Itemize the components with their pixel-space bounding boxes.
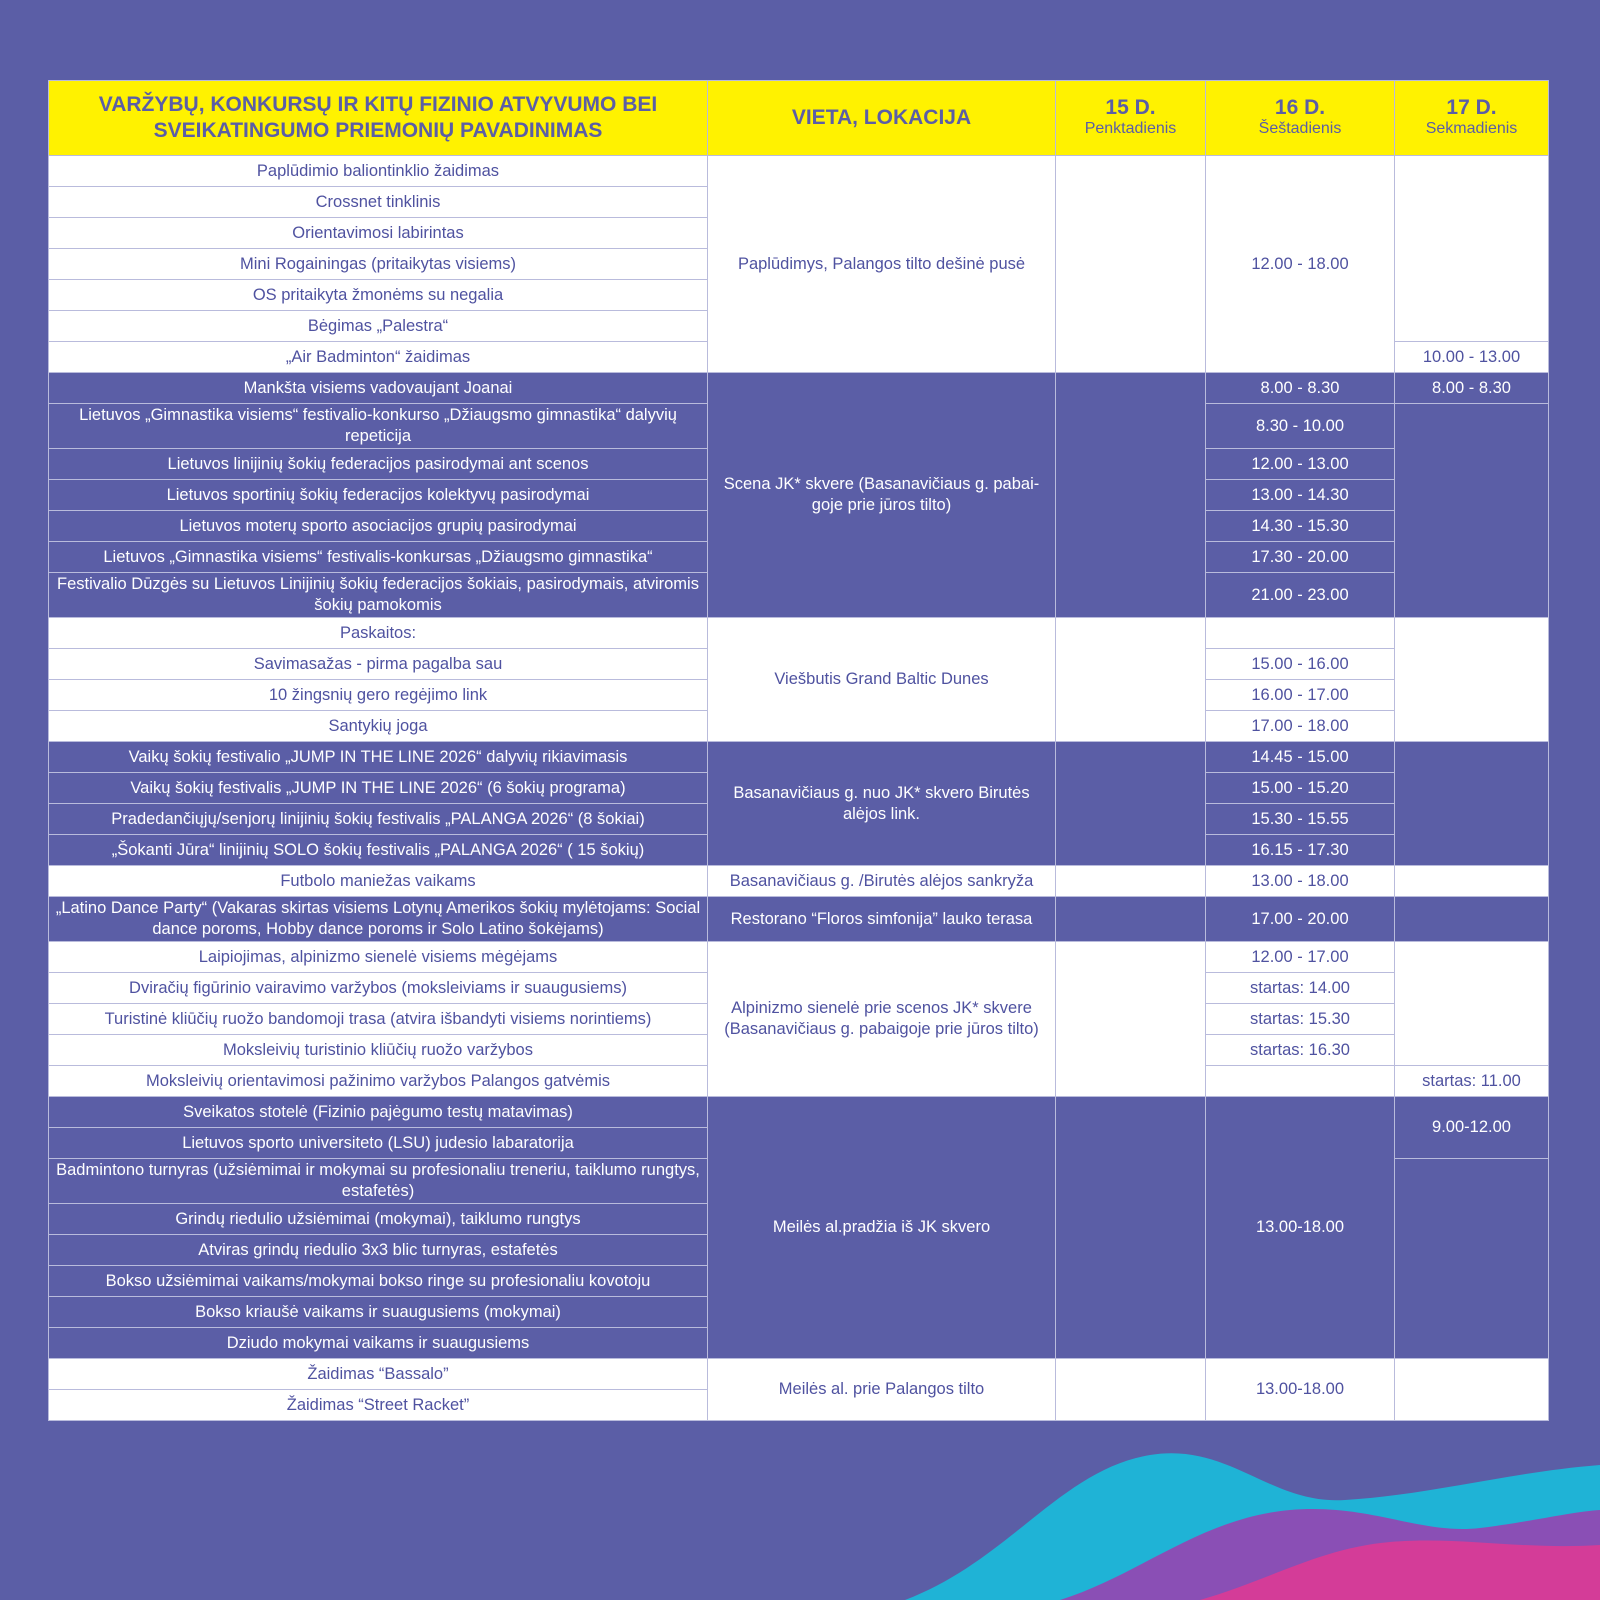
event-name: Festivalio Dūzgės su Lietuvos Linijinių šokių federacijos šokiais, pasirodymais, atviromis šokių pamokomis <box>49 573 708 618</box>
event-name: Moksleivių orientavimosi pažinimo varžybos Palangos gatvėmis <box>49 1066 708 1097</box>
event-name: Mini Rogainingas (pritaikytas visiems) <box>49 249 708 280</box>
friday-time <box>1056 742 1206 866</box>
saturday-time <box>1206 618 1395 649</box>
table-row <box>49 618 1549 649</box>
sunday-time <box>1395 156 1549 342</box>
event-name: Lietuvos linijinių šokių federacijos pasirodymai ant scenos <box>49 449 708 480</box>
sunday-time: 8.00 - 8.30 <box>1395 373 1549 404</box>
event-location: Paplūdimys, Palangos tilto dešinė pusė <box>708 156 1056 373</box>
saturday-time: 16.15 - 17.30 <box>1206 835 1395 866</box>
event-name: Orientavimosi labirintas <box>49 218 708 249</box>
event-name: Savimasažas - pirma pagalba sau <box>49 649 708 680</box>
event-name: Pradedančiųjų/senjorų linijinių šokių festivalis „PALANGA 2026“ (8 šokiai) <box>49 804 708 835</box>
saturday-time: 14.30 - 15.30 <box>1206 511 1395 542</box>
event-name: Vaikų šokių festivalis „JUMP IN THE LINE 2026“ (6 šokių programa) <box>49 773 708 804</box>
saturday-time: 21.00 - 23.00 <box>1206 573 1395 618</box>
header-event-name: VARŽYBŲ, KONKURSŲ IR KITŲ FIZINIO ATVYVUMO BEI SVEIKATINGUMO PRIEMONIŲ PAVADINIMAS <box>49 81 708 156</box>
event-location: Basanavičiaus g. nuo JK* skvero Birutės alėjos link. <box>708 742 1056 866</box>
friday-time <box>1056 618 1206 742</box>
saturday-time: 15.30 - 15.55 <box>1206 804 1395 835</box>
day-15-weekday: Penktadienis <box>1084 120 1177 137</box>
event-name: Bokso užsiėmimai vaikams/mokymai bokso ringe su profesionaliu kovotoju <box>49 1266 708 1297</box>
friday-time <box>1056 1097 1206 1359</box>
sunday-time <box>1395 618 1549 742</box>
saturday-time: 8.00 - 8.30 <box>1206 373 1395 404</box>
event-name: Žaidimas “Bassalo” <box>49 1359 708 1390</box>
sunday-time <box>1395 404 1549 618</box>
saturday-time: 12.00 - 17.00 <box>1206 942 1395 973</box>
group-hotel <box>49 618 1549 742</box>
header-row <box>49 81 1549 156</box>
saturday-time: 15.00 - 16.00 <box>1206 649 1395 680</box>
saturday-time: 8.30 - 10.00 <box>1206 404 1395 449</box>
header-location: VIETA, LOKACIJA <box>708 81 1056 156</box>
event-name: Turistinė kliūčių ruožo bandomoji trasa (atvira išbandyti visiems norintiems) <box>49 1004 708 1035</box>
group-meiles-aleja <box>49 1097 1549 1359</box>
event-name: OS pritaikyta žmonėms su negalia <box>49 280 708 311</box>
schedule-table <box>48 80 1549 1421</box>
header-day-16 <box>1206 81 1395 156</box>
saturday-time: 13.00-18.00 <box>1206 1097 1395 1359</box>
table-row <box>49 1097 1549 1128</box>
table-row <box>49 156 1549 187</box>
sunday-time: 9.00-12.00 <box>1395 1097 1549 1159</box>
saturday-time: 13.00 - 14.30 <box>1206 480 1395 511</box>
event-name: Sveikatos stotelė (Fizinio pajėgumo testų matavimas) <box>49 1097 708 1128</box>
saturday-time <box>1206 1066 1395 1097</box>
friday-time <box>1056 1359 1206 1421</box>
saturday-time: 12.00 - 13.00 <box>1206 449 1395 480</box>
header-day-17 <box>1395 81 1549 156</box>
event-name: Lietuvos sporto universiteto (LSU) judesio labaratorija <box>49 1128 708 1159</box>
day-16-date: 16 D. <box>1274 96 1326 119</box>
group-street-dance <box>49 742 1549 866</box>
group-football <box>49 866 1549 897</box>
event-location: Alpinizmo sienelė prie scenos JK* skvere (Basanavičiaus g. pabaigoje prie jūros tilto) <box>708 942 1056 1097</box>
friday-time <box>1056 156 1206 373</box>
sunday-time <box>1395 866 1549 897</box>
sunday-time <box>1395 897 1549 942</box>
saturday-time: 15.00 - 15.20 <box>1206 773 1395 804</box>
event-name: Moksleivių turistinio kliūčių ruožo varžybos <box>49 1035 708 1066</box>
saturday-time: 17.30 - 20.00 <box>1206 542 1395 573</box>
saturday-time: 13.00 - 18.00 <box>1206 866 1395 897</box>
group-stage <box>49 373 1549 618</box>
sunday-time: startas: 11.00 <box>1395 1066 1549 1097</box>
header-day-15 <box>1056 81 1206 156</box>
day-16-weekday: Šeštadienis <box>1258 120 1342 137</box>
event-name: Bokso kriaušė vaikams ir suaugusiems (mokymai) <box>49 1297 708 1328</box>
event-location: Scena JK* skvere (Basanavičiaus g. pabai-goje prie jūros tilto) <box>708 373 1056 618</box>
sunday-time <box>1395 942 1549 1066</box>
event-name: Grindų riedulio užsiėmimai (mokymai), taiklumo rungtys <box>49 1204 708 1235</box>
saturday-time: 17.00 - 20.00 <box>1206 897 1395 942</box>
event-name: Dziudo mokymai vaikams ir suaugusiems <box>49 1328 708 1359</box>
day-15-date: 15 D. <box>1105 96 1156 119</box>
group-beach <box>49 156 1549 373</box>
event-location: Viešbutis Grand Baltic Dunes <box>708 618 1056 742</box>
group-latino <box>49 897 1549 942</box>
saturday-time: startas: 14.00 <box>1206 973 1395 1004</box>
event-name: Lietuvos „Gimnastika visiems“ festivalis-konkursas „Džiaugsmo gimnastika“ <box>49 542 708 573</box>
sunday-time <box>1395 1359 1549 1421</box>
event-name: Laipiojimas, alpinizmo sienelė visiems mėgėjams <box>49 942 708 973</box>
table-row <box>49 373 1549 404</box>
event-name: Lietuvos „Gimnastika visiems“ festivalio-konkurso „Džiaugsmo gimnastika“ dalyvių repeticija <box>49 404 708 449</box>
sunday-time <box>1395 1159 1549 1359</box>
event-name: 10 žingsnių gero regėjimo link <box>49 680 708 711</box>
event-name: Lietuvos moterų sporto asociacijos grupių pasirodymai <box>49 511 708 542</box>
saturday-time: startas: 16.30 <box>1206 1035 1395 1066</box>
saturday-time: 16.00 - 17.00 <box>1206 680 1395 711</box>
event-location: Restorano “Floros simfonija” lauko terasa <box>708 897 1056 942</box>
event-name: Paskaitos: <box>49 618 708 649</box>
event-name: „Latino Dance Party“ (Vakaras skirtas visiems Lotynų Amerikos šokių mylėtojams: Social dance poroms, Hobby dance poroms ir Solo Latino šokėjams) <box>49 897 708 942</box>
group-climbing <box>49 942 1549 1097</box>
sunday-time <box>1395 742 1549 866</box>
saturday-time: 17.00 - 18.00 <box>1206 711 1395 742</box>
day-17-date: 17 D. <box>1446 96 1497 119</box>
event-name: Santykių joga <box>49 711 708 742</box>
event-location: Meilės al.pradžia iš JK skvero <box>708 1097 1056 1359</box>
table-row <box>49 1359 1549 1390</box>
event-name: Atviras grindų riedulio 3x3 blic turnyras, estafetės <box>49 1235 708 1266</box>
event-location: Basanavičiaus g. /Birutės alėjos sankryža <box>708 866 1056 897</box>
saturday-time: 12.00 - 18.00 <box>1206 156 1395 373</box>
event-name: „Air Badminton“ žaidimas <box>49 342 708 373</box>
friday-time <box>1056 897 1206 942</box>
event-name: Badmintono turnyras (užsiėmimai ir mokymai su profesionaliu treneriu, taiklumo rungtys, estafetės) <box>49 1159 708 1204</box>
table-row <box>49 942 1549 973</box>
event-name: Dviračių figūrinio vairavimo varžybos (moksleiviams ir suaugusiems) <box>49 973 708 1004</box>
table-row <box>49 742 1549 773</box>
sunday-time: 10.00 - 13.00 <box>1395 342 1549 373</box>
friday-time <box>1056 866 1206 897</box>
event-name: Lietuvos sportinių šokių federacijos kolektyvų pasirodymai <box>49 480 708 511</box>
event-name: „Šokanti Jūra“ linijinių SOLO šokių festivalis „PALANGA 2026“ ( 15 šokių) <box>49 835 708 866</box>
friday-time <box>1056 942 1206 1097</box>
day-17-weekday: Sekmadienis <box>1425 120 1518 137</box>
event-name: Bėgimas „Palestra“ <box>49 311 708 342</box>
event-name: Vaikų šokių festivalio „JUMP IN THE LINE 2026“ dalyvių rikiavimasis <box>49 742 708 773</box>
event-location: Meilės al. prie Palangos tilto <box>708 1359 1056 1421</box>
table-row <box>49 897 1549 942</box>
table-row <box>49 866 1549 897</box>
event-name: Žaidimas “Street Racket” <box>49 1390 708 1421</box>
group-bridge-games <box>49 1359 1549 1421</box>
saturday-time: 13.00-18.00 <box>1206 1359 1395 1421</box>
saturday-time: startas: 15.30 <box>1206 1004 1395 1035</box>
event-name: Crossnet tinklinis <box>49 187 708 218</box>
event-name: Futbolo maniežas vaikams <box>49 866 708 897</box>
event-name: Mankšta visiems vadovaujant Joanai <box>49 373 708 404</box>
friday-time <box>1056 373 1206 618</box>
event-name: Paplūdimio baliontinklio žaidimas <box>49 156 708 187</box>
saturday-time: 14.45 - 15.00 <box>1206 742 1395 773</box>
